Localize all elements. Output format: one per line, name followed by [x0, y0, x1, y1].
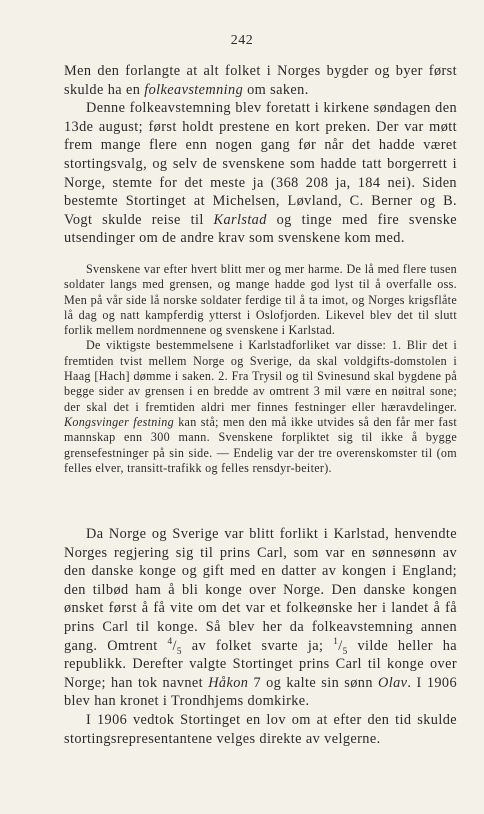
small-print-section: [64, 262, 457, 476]
paragraph-swedish-anger: Svenskene var efter hvert blitt mer og mer harme. De lå med flere tusen soldater langs med grensen, og mange hadde god lyst til å overfalle oss. Men på vår side lå norske soldater ferdige til å ta imot, og Norges krigsflåte lå dag og natt kampferdig ytterst i Oslofjorden. Likevel blev det til slutt forlik mellem nordmennene og svenskene i Karlstad.: [64, 262, 457, 338]
fraction-numerator: 1: [333, 636, 339, 647]
fraction-numerator: 4: [167, 636, 173, 647]
body-text-section-2: [64, 525, 457, 748]
paragraph-direct-election: I 1906 vedtok Stortinget en lov om at efter den tid skulde stortingsrepresentantene velges direkte av velgerne.: [64, 711, 457, 747]
fraction-denominator: 5: [176, 646, 182, 657]
paragraph-folkeavstemning-demand: Men den forlangte at alt folket i Norges bygder og byer først skulde ha en folkeavstemning om saken.: [64, 63, 457, 98]
paragraph-prince-carl: Da Norge og Sverige var blitt forlikt i Karlstad, henvendte Norges regjering sig til prins Carl, som var en sønnesønn av den danske konge og gift med en datter av kongen i England; den tilbød ham å bli konge over Norge. Den danske kongen ønsket først å få vite om det var et folkeønske her i landet å få prins Carl til konge. Så blev her da folkeavstemning annen gang. Omtrent $^4/_5$ av folket svarte ja; $^1/_5$ vilde heller ha republikk. Derefter valgte Stortinget prins Carl til konge over Norge; han tok navnet Håkon 7 og kalte sin sønn Olav. I 1906 blev han kronet i Trondhjems domkirke.: [64, 526, 458, 710]
fraction-denominator: 5: [342, 646, 348, 657]
paragraph-vote-result: Denne folkeavstemning blev foretatt i kirkene søndagen den 13de august; først holdt prestene en kort preken. Der var møtt frem mange flere enn nogen gang før når det hadde været stortingsvalg, og selv de svenskene som hadde tatt borgerrett i Norge, stemte for det meste ja (368 208 ja, 184 nei). Siden bestemte Stortinget at Michelsen, Løvland, C. Berner og B. Vogt skulde reise til Karlstad og tinge med fire svenske utsendinger om de andre krav som svenskene kom med.: [64, 100, 457, 247]
paragraph-karlstad-terms: De viktigste bestemmelsene i Karlstadforliket var disse: 1. Blir det i fremtiden tvist mellem Norge og Sverige, da skal voldgifts-domstolen i Haag [Hach] dømme i saken. 2. Fra Trysil og til Svinesund skal bygdene på begge sider av grensen i en bredde av omtrent 3 mil være en nøitral sone; der skal det i fremtiden aldri mer finnes festninger eller hæravdelinger. Kongsvinger festning kan stå; men den må ikke utvides så den får mer fast mannskap enn 300 mann. Svenskene forpliktet sig til ikke å bygge grensefestninger på sin side. — Endelig var der tre overenskomster til (om felles elver, transitt-trafikk og felles rensdyr-beiter).: [64, 338, 457, 475]
page-number: 242: [230, 33, 254, 48]
body-text-section-1: [64, 62, 457, 248]
